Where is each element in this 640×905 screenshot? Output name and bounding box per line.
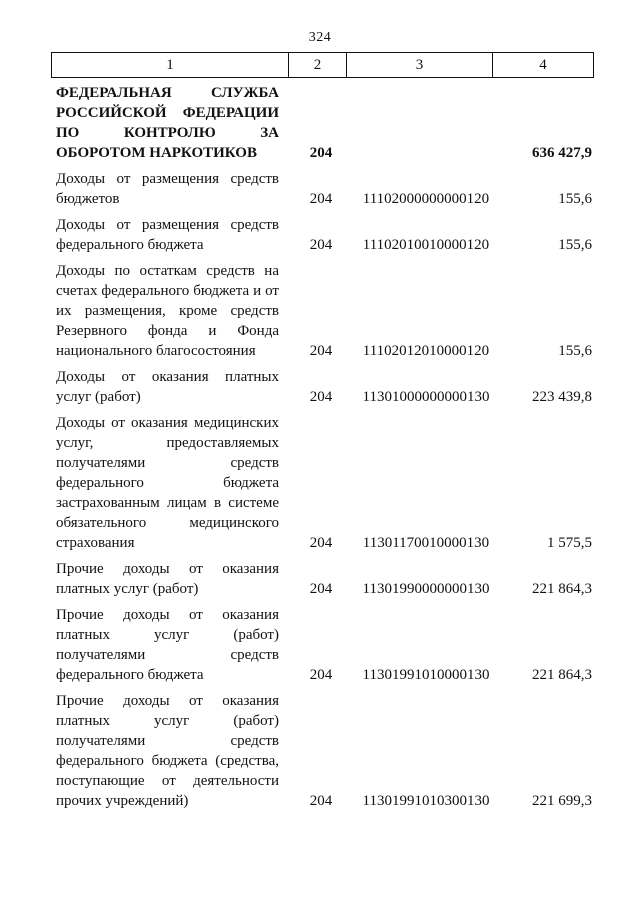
row-amount: 223 439,8 xyxy=(532,389,592,405)
table-row-agency-total xyxy=(56,83,594,163)
row-classification-code: 11301000000000130 xyxy=(362,389,490,405)
row-classification-code: 11301170010000130 xyxy=(362,535,490,551)
column-number-4: 4 xyxy=(539,56,547,73)
table-row xyxy=(56,691,594,811)
table-row xyxy=(56,559,594,599)
row-description: Доходы от оказания платных услуг (работ) xyxy=(56,369,279,405)
row-amount: 155,6 xyxy=(558,191,592,207)
row-description: ФЕДЕРАЛЬНАЯ СЛУЖБА РОССИЙСКОЙ ФЕДЕРАЦИИ ПО КОНТРОЛЮ ЗА ОБОРОТОМ НАРКОТИКОВ xyxy=(56,85,279,161)
table-row xyxy=(56,367,594,407)
row-amount: 221 864,3 xyxy=(532,581,592,597)
column-number-1: 1 xyxy=(52,53,289,77)
table-row xyxy=(56,169,594,209)
row-amount: 155,6 xyxy=(558,343,592,359)
row-chapter-code: 204 xyxy=(309,793,333,809)
row-amount: 155,6 xyxy=(558,237,592,253)
row-amount: 636 427,9 xyxy=(532,145,592,161)
row-amount: 221 699,3 xyxy=(532,793,592,809)
row-chapter-code: 204 xyxy=(309,667,333,683)
row-chapter-code: 204 xyxy=(309,237,333,253)
row-chapter-code: 204 xyxy=(309,389,333,405)
row-classification-code: 11301990000000130 xyxy=(362,581,490,597)
row-description: Прочие доходы от оказания платных услуг (работ) получателями средств федерального бюджета xyxy=(56,607,279,683)
table-row xyxy=(56,605,594,685)
row-description: Доходы от размещения средств бюджетов xyxy=(56,171,279,207)
row-classification-code: 11301991010300130 xyxy=(362,793,490,809)
table-row xyxy=(56,413,594,553)
row-chapter-code: 204 xyxy=(309,581,333,597)
column-number-3: 3 xyxy=(347,53,493,77)
row-description: Доходы от оказания медицинских услуг, предоставляемых получателями средств федерального бюджета застрахованным лицам в системе обязательного медицинского страхования xyxy=(56,415,279,551)
table-column-header xyxy=(51,52,594,78)
page-number: 324 xyxy=(308,30,332,45)
budget-table-body xyxy=(56,83,594,811)
row-amount: 221 864,3 xyxy=(532,667,592,683)
row-description: Доходы по остаткам средств на счетах федерального бюджета и от их размещения, кроме средств Резервного фонда и Фонда национального благосостояния xyxy=(56,263,279,359)
row-description: Доходы от размещения средств федерального бюджета xyxy=(56,217,279,253)
row-classification-code: 11102012010000120 xyxy=(362,343,490,359)
row-chapter-code: 204 xyxy=(309,191,333,207)
row-description: Прочие доходы от оказания платных услуг (работ) получателями средств федерального бюджета (средства, поступающие от деятельности прочих учреждений) xyxy=(56,693,279,809)
row-classification-code: 11301991010000130 xyxy=(362,667,490,683)
row-chapter-code: 204 xyxy=(309,343,333,359)
column-number-2: 2 xyxy=(289,53,347,77)
row-classification-code: 11102000000000120 xyxy=(362,191,490,207)
row-classification-code: 11102010010000120 xyxy=(362,237,490,253)
table-row xyxy=(56,215,594,255)
row-chapter-code: 204 xyxy=(309,535,333,551)
row-chapter-code: 204 xyxy=(309,145,333,161)
table-row xyxy=(56,261,594,361)
row-description: Прочие доходы от оказания платных услуг (работ) xyxy=(56,561,279,597)
row-amount: 1 575,5 xyxy=(547,535,592,551)
